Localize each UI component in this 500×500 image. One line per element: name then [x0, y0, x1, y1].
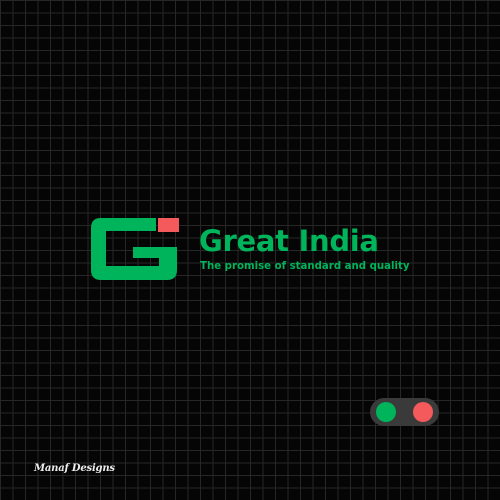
- g-monogram-icon: [91, 218, 179, 280]
- red-accent-square: [158, 218, 179, 232]
- brand-name: Great India: [199, 224, 379, 258]
- swatch-green: [376, 402, 396, 422]
- brand-tagline: The promise of standard and quality: [200, 261, 410, 272]
- swatch-red: [413, 402, 433, 422]
- designer-signature: Manaf Designs: [34, 463, 115, 474]
- color-swatches: [370, 398, 439, 426]
- brand-logo: [91, 218, 410, 280]
- brand-text: [199, 224, 410, 274]
